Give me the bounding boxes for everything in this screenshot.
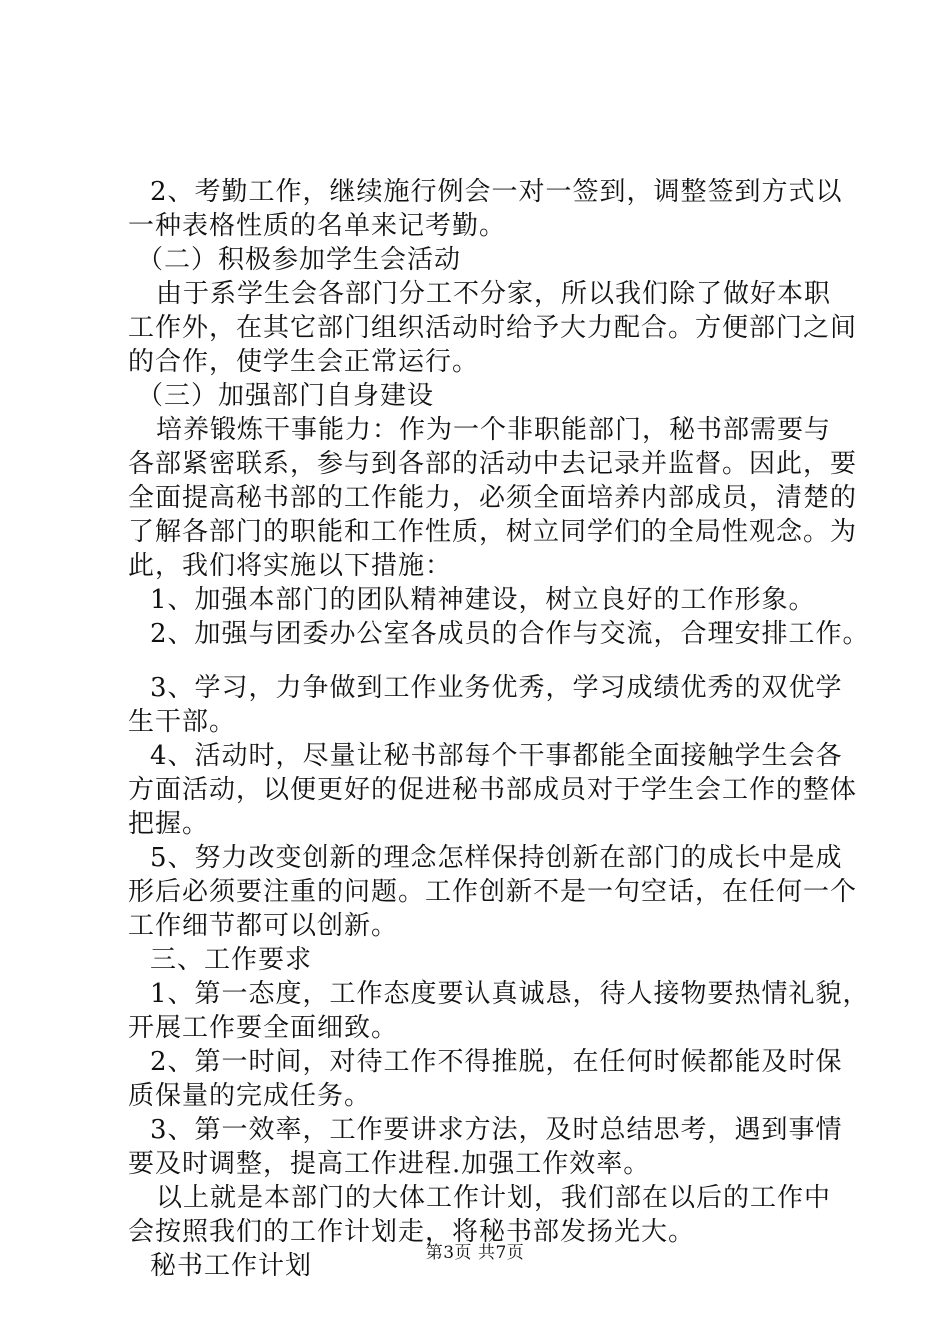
list-item: 2、第一时间，对待工作不得推脱，在任何时候都能及时保 [96,1047,843,1077]
list-item: 3、学习，力争做到工作业务优秀，学习成绩优秀的双优学 [96,673,843,703]
section-heading: （三）加强部门自身建设 [96,381,435,411]
list-item: 1、第一态度，工作态度要认真诚恳，待人接物要热情礼貌， [96,979,870,1009]
text-line: 了解各部门的职能和工作性质，树立同学们的全局性观念。为 [128,517,858,547]
text-line: 由于系学生会各部门分工不分家，所以我们除了做好本职 [102,279,832,309]
text-line: 2、考勤工作，继续施行例会一对一签到，调整签到方式以 [96,177,843,207]
text-line: 此，我们将实施以下措施： [128,551,453,581]
page-number: 第3页 共7页 [425,1243,525,1263]
list-item: 5、努力改变创新的理念怎样保持创新在部门的成长中是成 [96,843,843,873]
text-line: 生干部。 [128,707,237,737]
text-line: 会按照我们的工作计划走，将秘书部发扬光大。 [128,1217,696,1247]
list-item: 3、第一效率，工作要讲求方法，及时总结思考，遇到事情 [96,1115,843,1145]
text-line: 的合作，使学生会正常运行。 [128,347,480,377]
text-line: 工作细节都可以创新。 [128,911,399,941]
text-line: 开展工作要全面细致。 [128,1013,399,1043]
text-line: 一种表格性质的名单来记考勤。 [128,211,507,241]
text-line: 以上就是本部门的大体工作计划，我们部在以后的工作中 [102,1183,832,1213]
text-line: 形后必须要注重的问题。工作创新不是一句空话，在任何一个 [128,877,858,907]
text-line: 各部紧密联系，参与到各部的活动中去记录并监督。因此，要 [128,449,858,479]
section-heading: 秘书工作计划 [96,1251,313,1281]
text-line: 全面提高秘书部的工作能力，必须全面培养内部成员，清楚的 [128,483,858,513]
list-item: 2、加强与团委办公室各成员的合作与交流，合理安排工作。 [96,619,870,649]
text-line: 方面活动，以便更好的促进秘书部成员对于学生会工作的整体 [128,775,858,805]
text-line: 要及时调整，提高工作进程.加强工作效率。 [128,1149,651,1179]
text-line: 培养锻炼干事能力：作为一个非职能部门，秘书部需要与 [102,415,832,445]
section-heading: 三、工作要求 [96,945,313,975]
text-line: 把握。 [128,809,210,839]
list-item: 4、活动时，尽量让秘书部每个干事都能全面接触学生会各 [96,741,843,771]
text-line: 质保量的完成任务。 [128,1081,372,1111]
section-heading: （二）积极参加学生会活动 [96,245,462,275]
text-line: 工作外，在其它部门组织活动时给予大力配合。方便部门之间 [128,313,858,343]
list-item: 1、加强本部门的团队精神建设，树立良好的工作形象。 [96,585,816,615]
